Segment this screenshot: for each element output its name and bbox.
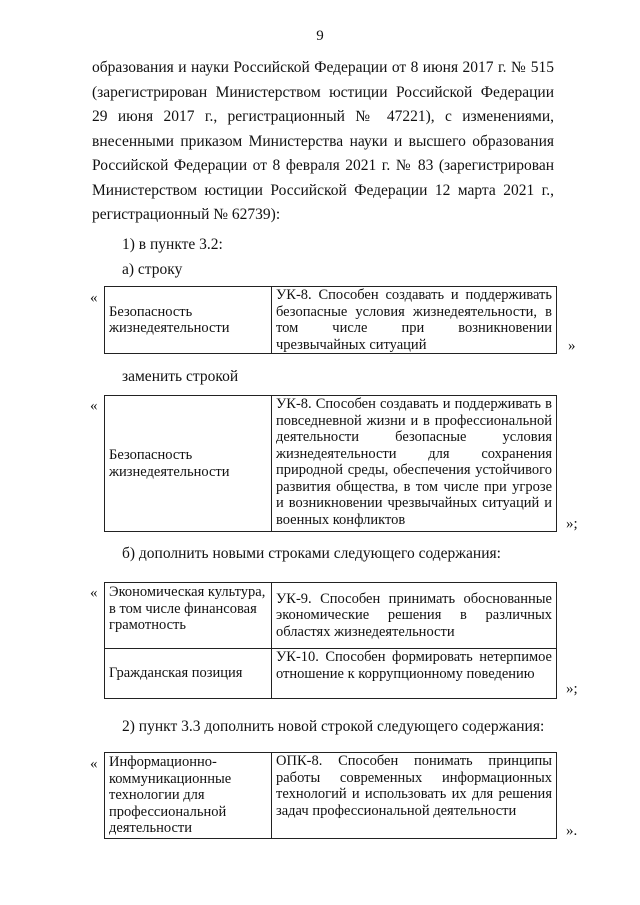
quote-open: « — [90, 756, 98, 772]
table-row — [105, 287, 557, 354]
item-1-heading: 1) в пункте 3.2: — [122, 236, 223, 253]
quote-open: « — [90, 398, 98, 414]
competency-cell: УК-10. Способен формировать нетерпимое отношение к коррупционному поведению — [272, 649, 557, 699]
page-number: 9 — [316, 28, 324, 44]
table-row — [105, 753, 557, 839]
table-opk-row — [104, 752, 557, 839]
quote-close: »; — [566, 516, 578, 532]
quote-open: « — [90, 585, 98, 601]
competency-cell: ОПК-8. Способен понимать принципы работы современных информационных технологий и использовать их для решения задач профессиональной деятельности — [272, 753, 557, 839]
item-2-heading: 2) пункт 3.3 дополнить новой строкой следующего содержания: — [122, 718, 545, 735]
table-added-rows — [104, 582, 557, 699]
category-cell: Информационно-коммуникационные технологии для профессиональной деятельности — [105, 753, 272, 839]
category-cell: Экономическая культура, в том числе финансовая грамотность — [105, 583, 272, 649]
quote-close: »; — [566, 681, 578, 697]
competency-cell: УК-8. Способен создавать и поддерживать в повседневной жизни и в профессиональной деятельности безопасные условия жизнедеятельности для сохранения природной среды, обеспечения устойчивого развития общества, в том числе при угрозе и возникновении чрезвычайных ситуаций и военных конфликтов — [272, 396, 557, 532]
table-new-row — [104, 395, 557, 532]
table-row — [105, 396, 557, 532]
quote-close: ». — [566, 823, 578, 839]
quote-close: » — [568, 338, 576, 354]
category-cell: Безопасность жизнедеятельности — [105, 396, 272, 532]
item-1b-heading: б) дополнить новыми строками следующего содержания: — [122, 545, 501, 562]
category-cell: Гражданская позиция — [105, 649, 272, 699]
category-cell: Безопасность жизнедеятельности — [105, 287, 272, 354]
intro-paragraph: образования и науки Российской Федерации от 8 июня 2017 г. № 515 (зарегистрирован Министерством юстиции Российской Федерации 29 июня 2017 г., регистрационный № 47221), с изменениями, внесенными приказом Министерства науки и высшего образования Российской Федерации от 8 февраля 2021 г. № 83 (зарегистрирован Министерством юстиции Российской Федерации 12 марта 2021 г., регистрационный № 62739): — [92, 59, 554, 223]
table-old-row — [104, 286, 557, 354]
replace-with-heading: заменить строкой — [122, 368, 239, 385]
quote-open: « — [90, 290, 98, 306]
competency-cell: УК-8. Способен создавать и поддерживать безопасные условия жизнедеятельности, в том числе при возникновении чрезвычайных ситуаций — [272, 287, 557, 354]
item-1a-heading: а) строку — [122, 261, 183, 278]
competency-cell: УК-9. Способен принимать обоснованные экономические решения в различных областях жизнедеятельности — [272, 583, 557, 649]
table-row — [105, 583, 557, 649]
table-row — [105, 649, 557, 699]
